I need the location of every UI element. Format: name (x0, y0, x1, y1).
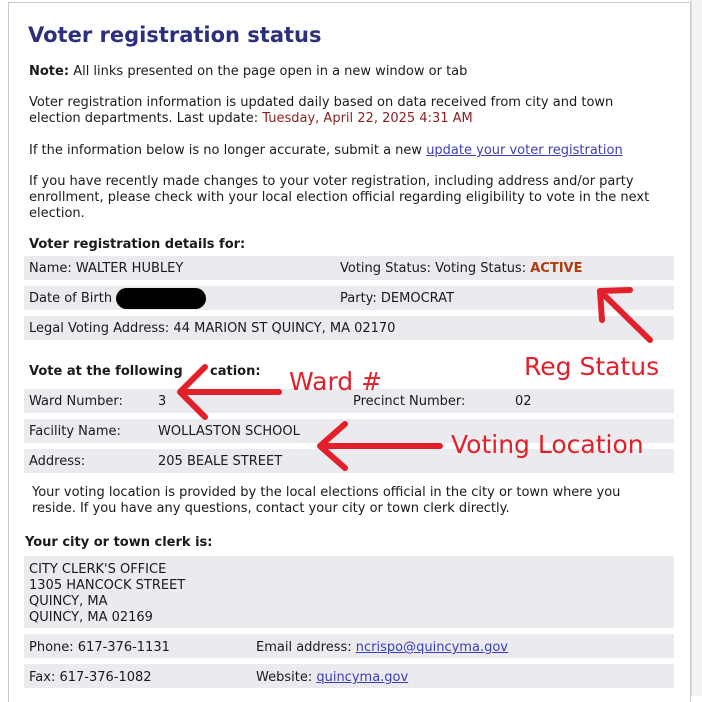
reg-status-arrow-icon (600, 290, 650, 340)
ward-arrow-icon (180, 367, 279, 417)
ward-label: Ward Number: (29, 394, 123, 409)
page-title: Voter registration status (28, 23, 322, 47)
voter-name: Name: WALTER HUBLEY (29, 261, 184, 276)
clerk-heading: Your city or town clerk is: (25, 535, 213, 550)
website-link[interactable]: quincyma.gov (316, 670, 409, 685)
update-prefix: election departments. Last update: (29, 111, 259, 126)
facility-value: WOLLASTON SCHOOL (158, 424, 300, 439)
changes-line-2: enrollment, please check with your local election official regarding eligibility to vote in the next (29, 190, 650, 205)
provided-line-2: reside. If you have any questions, contact your city or town clerk directly. (32, 501, 510, 516)
clerk-line-1: CITY CLERK'S OFFICE (29, 562, 167, 577)
update-registration-link[interactable]: update your voter registration (426, 143, 623, 158)
clerk-line-4: QUINCY, MA 02169 (29, 610, 153, 625)
ward-value: 3 (158, 394, 167, 409)
note-label: Note: (29, 64, 70, 79)
voting-location-arrow-icon (320, 424, 440, 468)
facility-label: Facility Name: (29, 424, 121, 439)
website-label: Website: (256, 670, 313, 685)
changes-line-1: If you have recently made changes to your voter registration, including address and/or party (29, 174, 634, 189)
precinct-value: 02 (515, 394, 532, 409)
precinct-label: Precinct Number: (353, 394, 466, 409)
changes-line-3: election. (29, 206, 85, 221)
clerk-line-3: QUINCY, MA (29, 594, 108, 609)
dob-label: Date of Birth (29, 291, 113, 306)
last-update-date: Tuesday, April 22, 2025 4:31 AM (262, 111, 473, 126)
email-label: Email address: (256, 640, 352, 655)
provided-line-1: Your voting location is provided by the local elections official in the city or town where you (32, 485, 621, 500)
clerk-fax: Fax: 617-376-1082 (29, 670, 152, 685)
reg-status-annotation: Reg Status (524, 352, 660, 381)
location-heading-left: Vote at the following (29, 364, 183, 379)
email-link[interactable]: ncrispo@quincyma.gov (355, 640, 508, 655)
inaccurate-text: If the information below is no longer accurate, submit a new (29, 143, 423, 158)
voting-status-label: Voting Status: Voting Status: (340, 261, 527, 276)
note-text: All links presented on the page open in a new window or tab (73, 64, 468, 79)
location-address-value: 205 BEALE STREET (158, 454, 283, 469)
legal-address: Legal Voting Address: 44 MARION ST QUINCY, MA 02170 (29, 321, 396, 336)
clerk-phone: Phone: 617-376-1131 (29, 640, 170, 655)
voting-status-value: ACTIVE (530, 261, 583, 276)
location-address-label: Address: (29, 454, 86, 469)
update-line-1: Voter registration information is updated daily based on data received from city and town (29, 95, 614, 110)
voting-location-annotation: Voting Location (451, 430, 644, 459)
details-heading: Voter registration details for: (29, 237, 246, 252)
party: Party: DEMOCRAT (340, 291, 455, 306)
location-heading-right: cation: (210, 364, 261, 379)
ward-annotation: Ward # (289, 367, 383, 396)
clerk-line-2: 1305 HANCOCK STREET (29, 578, 186, 593)
